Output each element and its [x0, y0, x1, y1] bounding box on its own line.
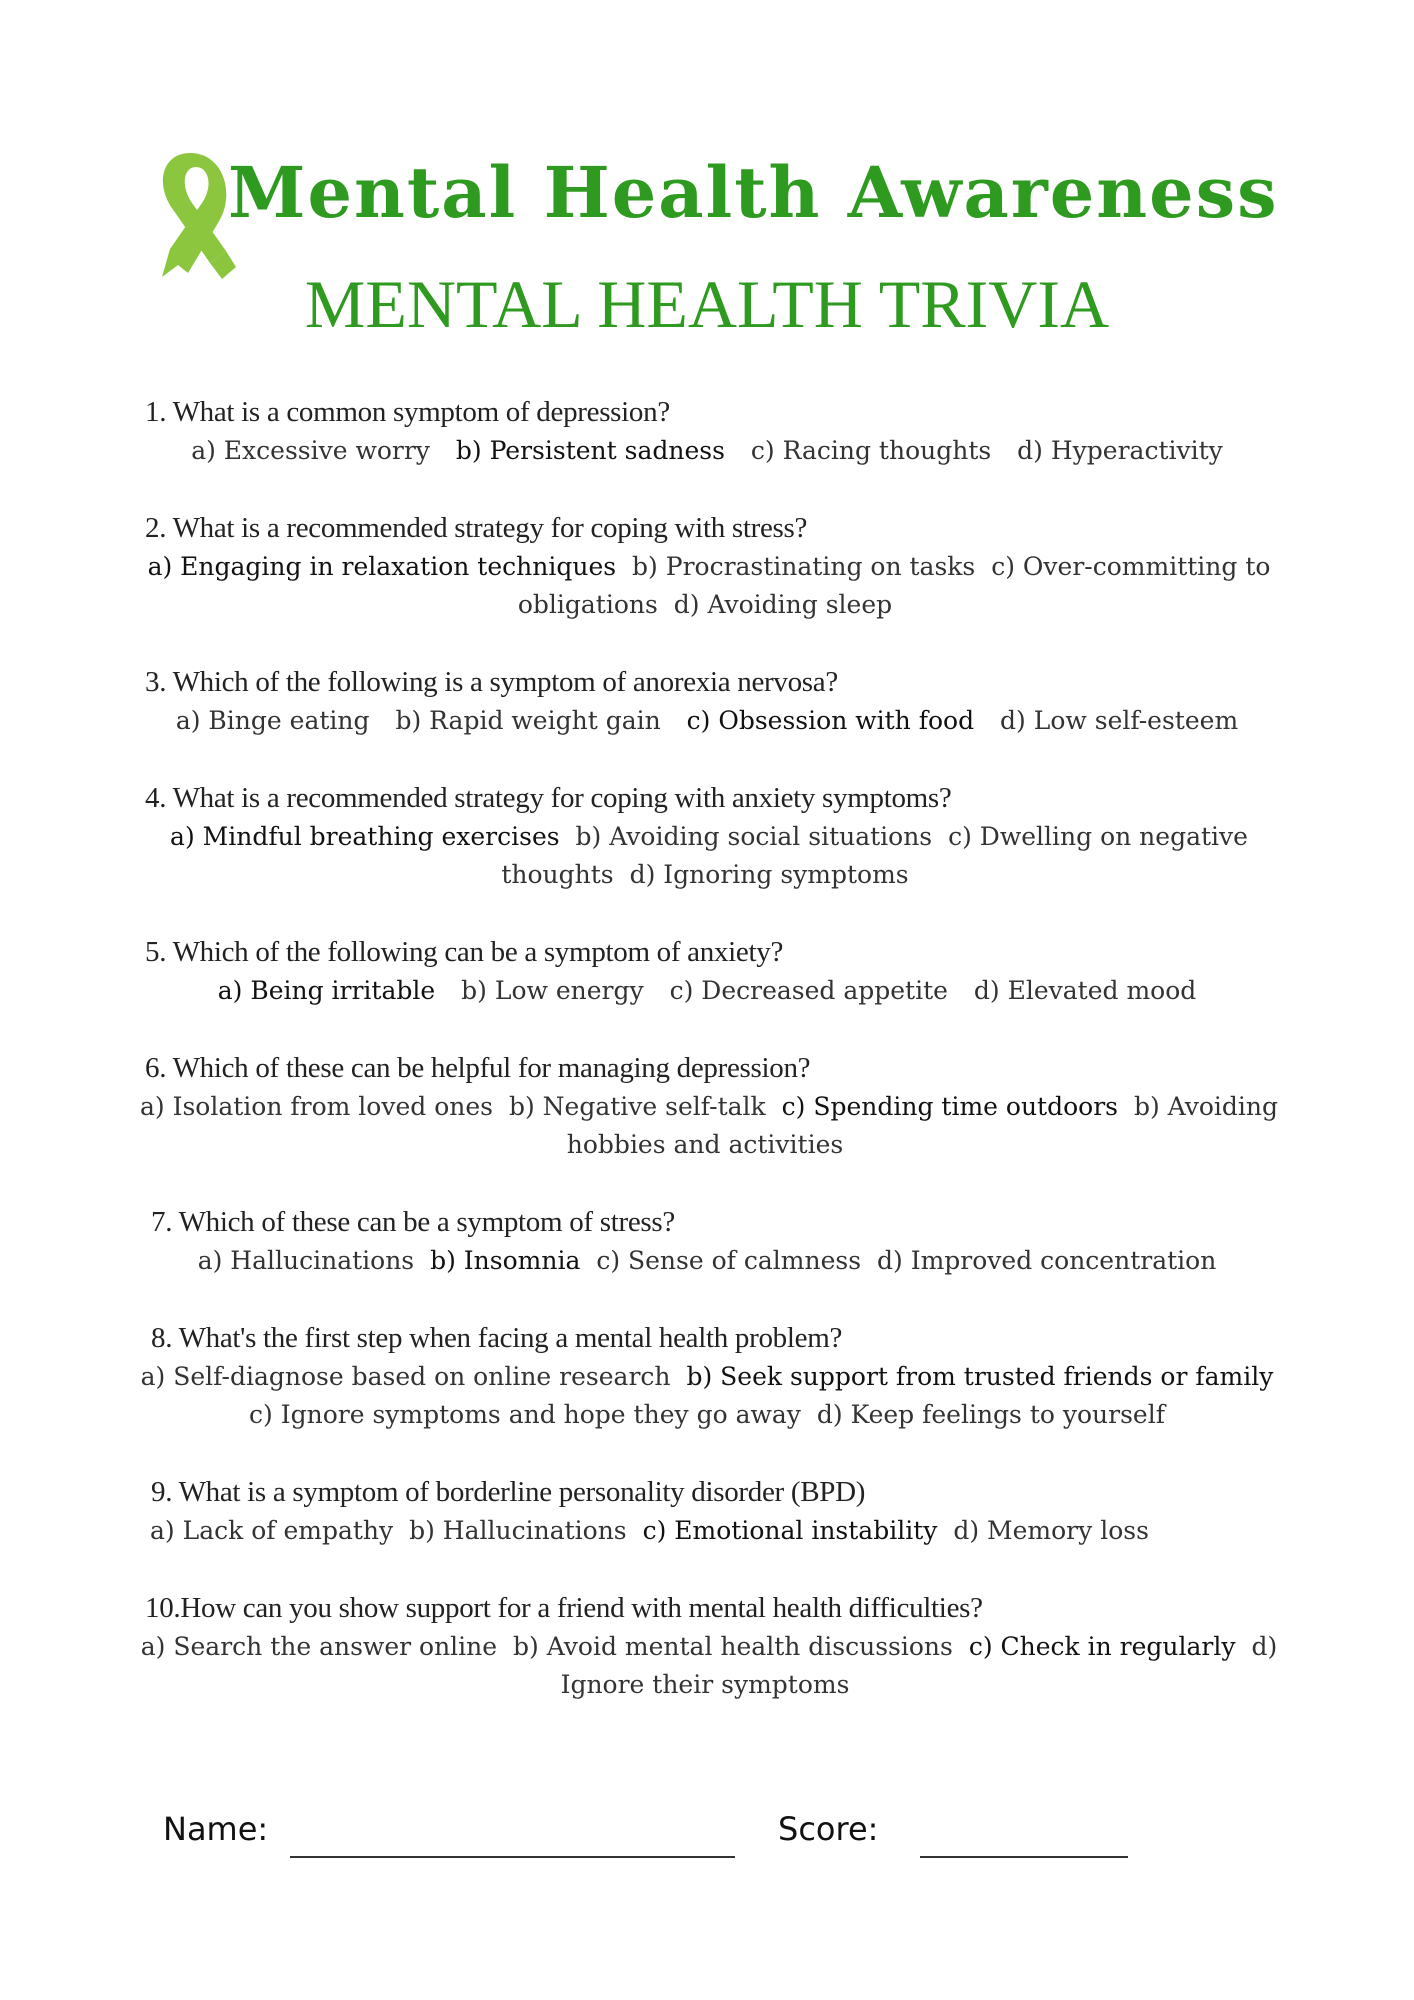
option-c: c) Check in regularly	[968, 1632, 1236, 1661]
answer-options	[122, 1628, 1292, 1704]
score-field-line[interactable]	[920, 1856, 1128, 1858]
option-a: a) Binge eating	[175, 706, 370, 735]
question-text: 3. Which of the following is a symptom of anorexia nervosa?	[145, 666, 838, 698]
option-b: b) Avoiding social situations	[575, 822, 933, 851]
option-b: b) Avoid mental health discussions	[513, 1632, 953, 1661]
option-b: b) Low energy	[461, 976, 644, 1005]
answer-options	[122, 818, 1292, 894]
option-a: a) Hallucinations	[197, 1246, 415, 1275]
answer-options	[122, 972, 1292, 1010]
answer-options	[122, 1358, 1292, 1434]
name-label: Name:	[163, 1810, 269, 1848]
question-8	[0, 1318, 1414, 1434]
option-d: d) Ignore their symptoms	[560, 1632, 1278, 1699]
option-d: d) Ignoring symptoms	[629, 860, 909, 889]
option-a: a) Search the answer online	[140, 1632, 498, 1661]
option-d: d) Avoiding sleep	[673, 590, 893, 619]
option-a: a) Lack of empathy	[150, 1516, 394, 1545]
option-d: d) Improved concentration	[876, 1246, 1217, 1275]
question-text: 6. Which of these can be helpful for managing depression?	[145, 1052, 811, 1084]
option-c: c) Racing thoughts	[750, 436, 992, 465]
option-a: a) Self-diagnose based on online research	[140, 1362, 671, 1391]
option-b: b) Insomnia	[430, 1246, 581, 1275]
question-5	[0, 932, 1414, 1010]
answer-options	[122, 548, 1292, 624]
answer-footer	[0, 1810, 1414, 1870]
option-d: d) Elevated mood	[973, 976, 1197, 1005]
option-b: b) Seek support from trusted friends or family	[686, 1362, 1274, 1391]
question-9	[0, 1472, 1414, 1550]
option-c: c) Emotional instability	[642, 1516, 938, 1545]
option-b: b) Rapid weight gain	[395, 706, 661, 735]
option-c: c) Over-committing to obligations	[517, 552, 1271, 619]
answer-options	[122, 702, 1292, 740]
option-b: b) Negative self-talk	[508, 1092, 766, 1121]
option-a: a) Being irritable	[217, 976, 436, 1005]
option-c: c) Ignore symptoms and hope they go away	[249, 1400, 801, 1429]
option-b: b) Persistent sadness	[455, 436, 725, 465]
question-6	[0, 1048, 1414, 1164]
page-title: Mental Health Awareness	[228, 151, 1279, 234]
score-label: Score:	[778, 1810, 879, 1848]
option-d: d) Hyperactivity	[1017, 436, 1223, 465]
question-text: 4. What is a recommended strategy for coping with anxiety symptoms?	[145, 782, 952, 814]
question-2	[0, 508, 1414, 624]
option-c: c) Decreased appetite	[669, 976, 948, 1005]
question-4	[0, 778, 1414, 894]
option-b: b) Procrastinating on tasks	[632, 552, 976, 581]
option-d: d) Keep feelings to yourself	[816, 1400, 1165, 1429]
question-10	[0, 1588, 1414, 1704]
question-3	[0, 662, 1414, 740]
answer-options	[150, 1512, 1414, 1550]
question-text: 2. What is a recommended strategy for coping with stress?	[145, 512, 808, 544]
answer-options	[122, 1242, 1292, 1280]
option-c: c) Obsession with food	[686, 706, 975, 735]
option-a: a) Isolation from loved ones	[140, 1092, 494, 1121]
option-a: a) Excessive worry	[191, 436, 430, 465]
option-d: d) Memory loss	[953, 1516, 1149, 1545]
option-b: b) Hallucinations	[409, 1516, 627, 1545]
question-7	[0, 1202, 1414, 1280]
question-list	[0, 392, 1414, 1742]
name-field-line[interactable]	[290, 1856, 735, 1858]
question-text: 10.How can you show support for a friend with mental health difficulties?	[145, 1592, 983, 1624]
page-header	[0, 0, 1414, 360]
option-c: c) Spending time outdoors	[781, 1092, 1118, 1121]
answer-options	[122, 1088, 1292, 1164]
option-d: b) Avoiding hobbies and activities	[566, 1092, 1278, 1159]
answer-options	[122, 432, 1292, 470]
question-text: 9. What is a symptom of borderline personality disorder (BPD)	[151, 1476, 866, 1508]
question-1	[0, 392, 1414, 470]
question-text: 7. Which of these can be a symptom of stress?	[151, 1206, 675, 1238]
question-text: 5. Which of the following can be a symptom of anxiety?	[145, 936, 784, 968]
option-a: a) Engaging in relaxation techniques	[147, 552, 617, 581]
question-text: 8. What's the first step when facing a mental health problem?	[151, 1322, 843, 1354]
page-subtitle: MENTAL HEALTH TRIVIA	[304, 266, 1110, 342]
option-c: c) Dwelling on negative thoughts	[501, 822, 1248, 889]
question-text: 1. What is a common symptom of depression?	[145, 396, 670, 428]
option-c: c) Sense of calmness	[596, 1246, 862, 1275]
option-a: a) Mindful breathing exercises	[170, 822, 560, 851]
option-d: d) Low self-esteem	[1000, 706, 1239, 735]
